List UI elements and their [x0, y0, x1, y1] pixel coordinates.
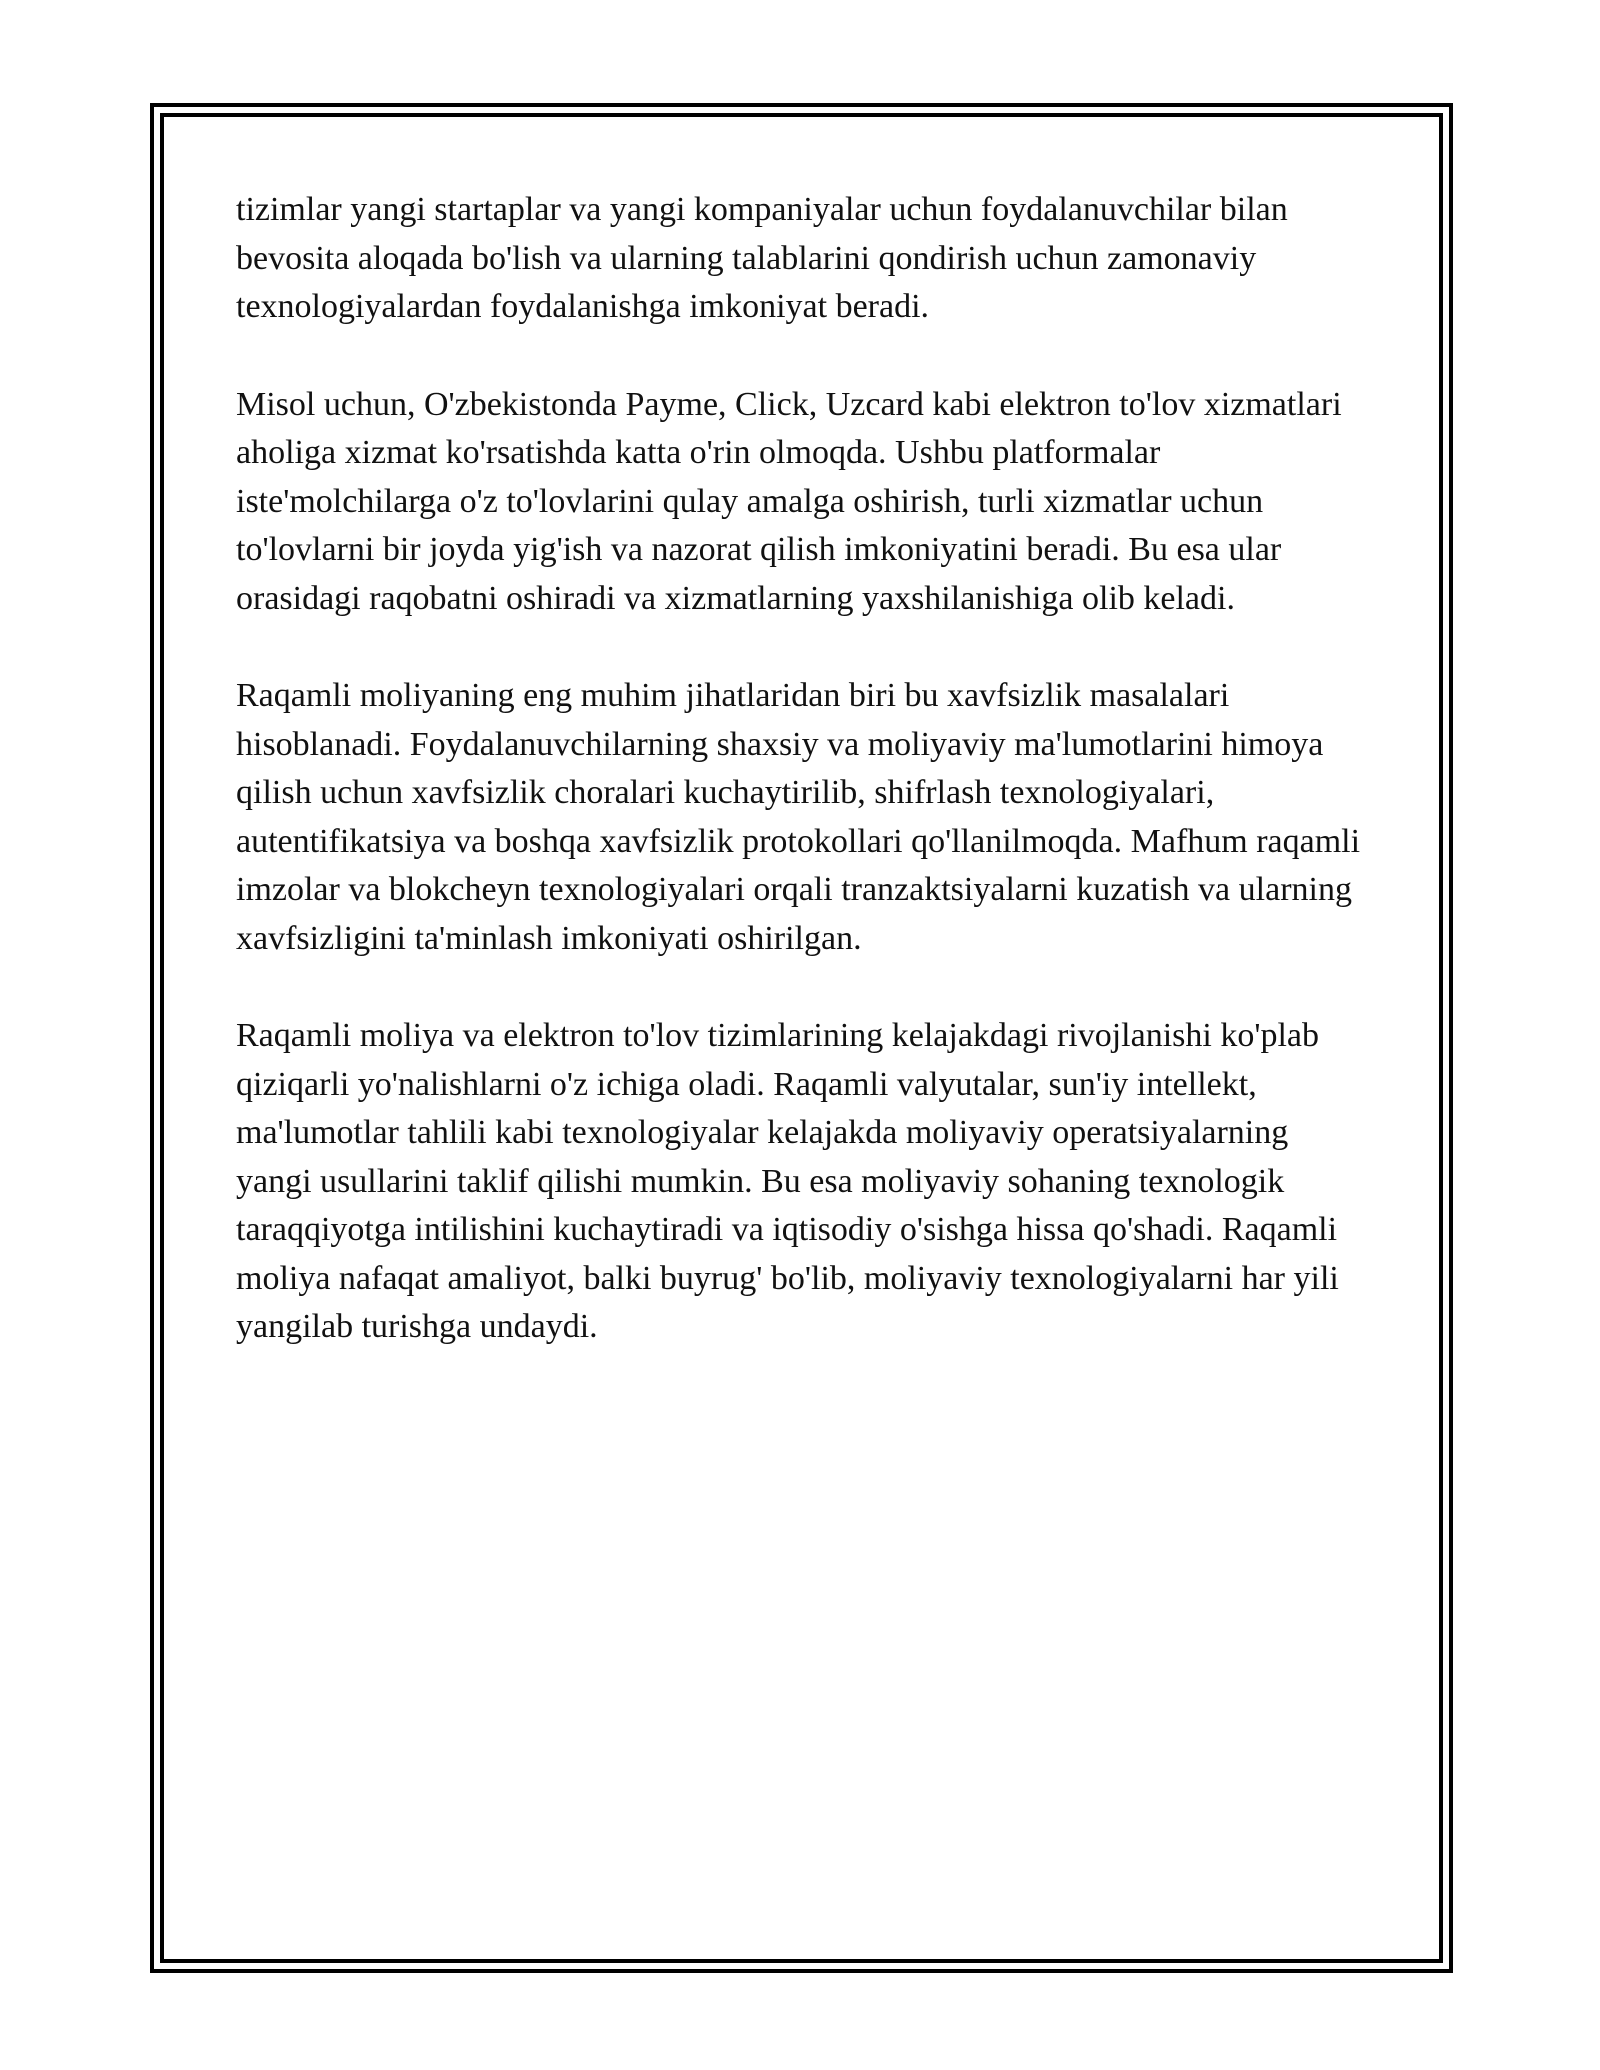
paragraph-2: Misol uchun, O'zbekistonda Payme, Click, Uzcard kabi elektron to'lov xizmatlari aholiga xizmat ko'rsatishda katta o'rin olmoqda. Ushbu platformalar iste'molchilarga o'z to'lovlarini qulay amalga oshirish, turli xizmatlar uchun to'lovlarni bir joyda yig'ish va nazorat qilish imkoniyatini beradi. Bu esa ular orasidagi raqobatni oshiradi va xizmatlarning yaxshilanishiga olib keladi.: [236, 385, 1342, 617]
document-body: [236, 186, 1366, 1401]
paragraph-3: Raqamli moliyaning eng muhim jihatlaridan biri bu xavfsizlik masalalari hisoblanadi. Foydalanuvchilarning shaxsiy va moliyaviy ma'lumotlarini himoya qilish uchun xavfsizlik choralari kuchaytirilib, shifrlash texnologiyalari, autentifikatsiya va boshqa xavfsizlik protokollari qo'llanilmoqda. Mafhum raqamli imzolar va blokcheyn texnologiyalari orqali tranzaktsiyalarni kuzatish va ularning xavfsizligini ta'minlash imkoniyati oshirilgan.: [236, 677, 1361, 957]
paragraph-1: tizimlar yangi startaplar va yangi kompaniyalar uchun foydalanuvchilar bilan bevosita aloqada bo'lish va ularning talablarini qondirish uchun zamonaviy texnologiyalardan foydalanishga imkoniyat beradi.: [236, 191, 1288, 325]
paragraph-4: Raqamli moliya va elektron to'lov tizimlarining kelajakdagi rivojlanishi ko'plab qiziqarli yo'nalishlarni o'z ichiga oladi. Raqamli valyutalar, sun'iy intellekt, ma'lumotlar tahlili kabi texnologiyalar kelajakda moliyaviy operatsiyalarning yangi usullarini taklif qilishi mumkin. Bu esa moliyaviy sohaning texnologik taraqqiyotga intilishini kuchaytiradi va iqtisodiy o'sishga hissa qo'shadi. Raqamli moliya nafaqat amaliyot, balki buyrug' bo'lib, moliyaviy texnologiyalarni har yili yangilab turishga undaydi.: [236, 1017, 1339, 1345]
